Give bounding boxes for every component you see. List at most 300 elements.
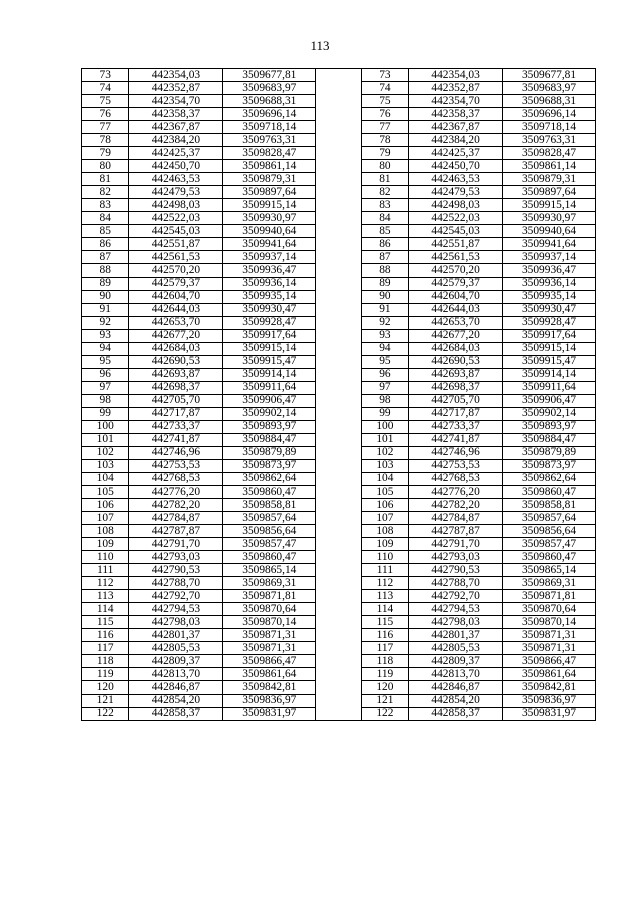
- left-point-number-cell: 112: [82, 577, 129, 590]
- left-x-coordinate-cell: 442352,87: [129, 82, 223, 95]
- right-point-number-cell: 76: [361, 108, 408, 121]
- table-row: [82, 551, 596, 564]
- column-gap: [316, 629, 361, 642]
- right-point-number-cell: 109: [361, 538, 408, 551]
- right-point-number-cell: 74: [361, 82, 408, 95]
- left-y-coordinate-cell: 3509828,47: [223, 147, 316, 160]
- left-point-number-cell: 106: [82, 499, 129, 512]
- column-gap: [316, 564, 361, 577]
- table-row: [82, 616, 596, 629]
- table-row: [82, 538, 596, 551]
- column-gap: [316, 394, 361, 407]
- left-y-coordinate-cell: 3509860,47: [223, 486, 316, 499]
- right-x-coordinate-cell: 442705,70: [409, 394, 503, 407]
- table-row: [82, 629, 596, 642]
- left-y-coordinate-cell: 3509940,64: [223, 225, 316, 238]
- right-y-coordinate-cell: 3509930,47: [503, 303, 596, 316]
- table-row: [82, 277, 596, 290]
- right-y-coordinate-cell: 3509857,64: [503, 512, 596, 525]
- left-point-number-cell: 77: [82, 121, 129, 134]
- right-point-number-cell: 107: [361, 512, 408, 525]
- left-x-coordinate-cell: 442809,37: [129, 655, 223, 668]
- right-x-coordinate-cell: 442813,70: [409, 668, 503, 681]
- left-point-number-cell: 82: [82, 186, 129, 199]
- table-row: [82, 446, 596, 459]
- column-gap: [316, 277, 361, 290]
- left-point-number-cell: 113: [82, 590, 129, 603]
- column-gap: [316, 603, 361, 616]
- right-x-coordinate-cell: 442693,87: [409, 368, 503, 381]
- right-point-number-cell: 85: [361, 225, 408, 238]
- column-gap: [316, 121, 361, 134]
- column-gap: [316, 381, 361, 394]
- left-point-number-cell: 117: [82, 642, 129, 655]
- left-y-coordinate-cell: 3509871,31: [223, 629, 316, 642]
- column-gap: [316, 642, 361, 655]
- left-x-coordinate-cell: 442604,70: [129, 290, 223, 303]
- right-y-coordinate-cell: 3509928,47: [503, 316, 596, 329]
- left-x-coordinate-cell: 442717,87: [129, 407, 223, 420]
- right-y-coordinate-cell: 3509860,47: [503, 486, 596, 499]
- left-y-coordinate-cell: 3509879,89: [223, 446, 316, 459]
- right-y-coordinate-cell: 3509828,47: [503, 147, 596, 160]
- right-y-coordinate-cell: 3509871,31: [503, 642, 596, 655]
- right-point-number-cell: 86: [361, 238, 408, 251]
- right-point-number-cell: 94: [361, 342, 408, 355]
- right-x-coordinate-cell: 442746,96: [409, 446, 503, 459]
- column-gap: [316, 264, 361, 277]
- right-point-number-cell: 87: [361, 251, 408, 264]
- column-gap: [316, 525, 361, 538]
- right-x-coordinate-cell: 442579,37: [409, 277, 503, 290]
- left-x-coordinate-cell: 442425,37: [129, 147, 223, 160]
- left-x-coordinate-cell: 442768,53: [129, 472, 223, 485]
- column-gap: [316, 303, 361, 316]
- column-gap: [316, 238, 361, 251]
- column-gap: [316, 212, 361, 225]
- right-point-number-cell: 121: [361, 694, 408, 707]
- left-y-coordinate-cell: 3509902,14: [223, 407, 316, 420]
- left-point-number-cell: 103: [82, 459, 129, 472]
- right-x-coordinate-cell: 442741,87: [409, 433, 503, 446]
- left-y-coordinate-cell: 3509871,31: [223, 642, 316, 655]
- right-y-coordinate-cell: 3509879,89: [503, 446, 596, 459]
- left-point-number-cell: 80: [82, 160, 129, 173]
- right-y-coordinate-cell: 3509902,14: [503, 407, 596, 420]
- left-point-number-cell: 100: [82, 420, 129, 433]
- column-gap: [316, 173, 361, 186]
- left-y-coordinate-cell: 3509763,31: [223, 134, 316, 147]
- table-row: [82, 590, 596, 603]
- table-row: [82, 655, 596, 668]
- left-y-coordinate-cell: 3509862,64: [223, 472, 316, 485]
- right-y-coordinate-cell: 3509873,97: [503, 459, 596, 472]
- left-y-coordinate-cell: 3509865,14: [223, 564, 316, 577]
- left-x-coordinate-cell: 442551,87: [129, 238, 223, 251]
- column-gap: [316, 499, 361, 512]
- left-point-number-cell: 108: [82, 525, 129, 538]
- right-y-coordinate-cell: 3509763,31: [503, 134, 596, 147]
- left-y-coordinate-cell: 3509914,14: [223, 368, 316, 381]
- left-x-coordinate-cell: 442677,20: [129, 329, 223, 342]
- right-y-coordinate-cell: 3509856,64: [503, 525, 596, 538]
- right-point-number-cell: 103: [361, 459, 408, 472]
- right-y-coordinate-cell: 3509917,64: [503, 329, 596, 342]
- table-row: [82, 199, 596, 212]
- right-y-coordinate-cell: 3509842,81: [503, 681, 596, 694]
- column-gap: [316, 551, 361, 564]
- left-x-coordinate-cell: 442579,37: [129, 277, 223, 290]
- left-y-coordinate-cell: 3509836,97: [223, 694, 316, 707]
- column-gap: [316, 316, 361, 329]
- table-row: [82, 264, 596, 277]
- left-x-coordinate-cell: 442522,03: [129, 212, 223, 225]
- left-point-number-cell: 76: [82, 108, 129, 121]
- right-point-number-cell: 97: [361, 381, 408, 394]
- left-x-coordinate-cell: 442753,53: [129, 459, 223, 472]
- right-point-number-cell: 105: [361, 486, 408, 499]
- table-row: [82, 290, 596, 303]
- column-gap: [316, 290, 361, 303]
- left-point-number-cell: 79: [82, 147, 129, 160]
- table-row: [82, 459, 596, 472]
- left-point-number-cell: 102: [82, 446, 129, 459]
- left-x-coordinate-cell: 442358,37: [129, 108, 223, 121]
- left-x-coordinate-cell: 442450,70: [129, 160, 223, 173]
- left-x-coordinate-cell: 442788,70: [129, 577, 223, 590]
- left-y-coordinate-cell: 3509683,97: [223, 82, 316, 95]
- right-x-coordinate-cell: 442545,03: [409, 225, 503, 238]
- table-row: [82, 707, 596, 720]
- column-gap: [316, 694, 361, 707]
- table-row: [82, 342, 596, 355]
- right-point-number-cell: 110: [361, 551, 408, 564]
- right-x-coordinate-cell: 442570,20: [409, 264, 503, 277]
- right-x-coordinate-cell: 442782,20: [409, 499, 503, 512]
- left-point-number-cell: 107: [82, 512, 129, 525]
- right-point-number-cell: 114: [361, 603, 408, 616]
- right-point-number-cell: 82: [361, 186, 408, 199]
- left-x-coordinate-cell: 442698,37: [129, 381, 223, 394]
- left-point-number-cell: 111: [82, 564, 129, 577]
- table-row: [82, 251, 596, 264]
- left-y-coordinate-cell: 3509936,47: [223, 264, 316, 277]
- table-row: [82, 577, 596, 590]
- right-x-coordinate-cell: 442354,03: [409, 69, 503, 82]
- column-gap: [316, 355, 361, 368]
- right-x-coordinate-cell: 442561,53: [409, 251, 503, 264]
- column-gap: [316, 186, 361, 199]
- left-x-coordinate-cell: 442746,96: [129, 446, 223, 459]
- left-y-coordinate-cell: 3509893,97: [223, 420, 316, 433]
- left-y-coordinate-cell: 3509861,64: [223, 668, 316, 681]
- right-x-coordinate-cell: 442551,87: [409, 238, 503, 251]
- right-y-coordinate-cell: 3509884,47: [503, 433, 596, 446]
- right-point-number-cell: 79: [361, 147, 408, 160]
- right-x-coordinate-cell: 442367,87: [409, 121, 503, 134]
- right-y-coordinate-cell: 3509897,64: [503, 186, 596, 199]
- right-y-coordinate-cell: 3509871,31: [503, 629, 596, 642]
- right-point-number-cell: 112: [361, 577, 408, 590]
- table-row: [82, 525, 596, 538]
- right-point-number-cell: 96: [361, 368, 408, 381]
- left-point-number-cell: 85: [82, 225, 129, 238]
- column-gap: [316, 134, 361, 147]
- right-y-coordinate-cell: 3509865,14: [503, 564, 596, 577]
- left-x-coordinate-cell: 442561,53: [129, 251, 223, 264]
- right-point-number-cell: 100: [361, 420, 408, 433]
- right-x-coordinate-cell: 442798,03: [409, 616, 503, 629]
- right-y-coordinate-cell: 3509936,14: [503, 277, 596, 290]
- column-gap: [316, 82, 361, 95]
- left-y-coordinate-cell: 3509870,64: [223, 603, 316, 616]
- left-point-number-cell: 116: [82, 629, 129, 642]
- right-y-coordinate-cell: 3509677,81: [503, 69, 596, 82]
- left-point-number-cell: 89: [82, 277, 129, 290]
- left-x-coordinate-cell: 442784,87: [129, 512, 223, 525]
- table-row: [82, 472, 596, 485]
- right-y-coordinate-cell: 3509831,97: [503, 707, 596, 720]
- right-y-coordinate-cell: 3509683,97: [503, 82, 596, 95]
- right-point-number-cell: 80: [361, 160, 408, 173]
- left-point-number-cell: 99: [82, 407, 129, 420]
- table-row: [82, 694, 596, 707]
- column-gap: [316, 329, 361, 342]
- right-x-coordinate-cell: 442425,37: [409, 147, 503, 160]
- right-y-coordinate-cell: 3509930,97: [503, 212, 596, 225]
- right-x-coordinate-cell: 442479,53: [409, 186, 503, 199]
- right-y-coordinate-cell: 3509870,14: [503, 616, 596, 629]
- right-x-coordinate-cell: 442358,37: [409, 108, 503, 121]
- left-y-coordinate-cell: 3509842,81: [223, 681, 316, 694]
- right-point-number-cell: 93: [361, 329, 408, 342]
- right-x-coordinate-cell: 442677,20: [409, 329, 503, 342]
- left-point-number-cell: 78: [82, 134, 129, 147]
- column-gap: [316, 486, 361, 499]
- right-point-number-cell: 104: [361, 472, 408, 485]
- right-y-coordinate-cell: 3509914,14: [503, 368, 596, 381]
- left-y-coordinate-cell: 3509857,64: [223, 512, 316, 525]
- right-x-coordinate-cell: 442787,87: [409, 525, 503, 538]
- column-gap: [316, 590, 361, 603]
- left-x-coordinate-cell: 442690,53: [129, 355, 223, 368]
- left-y-coordinate-cell: 3509718,14: [223, 121, 316, 134]
- left-x-coordinate-cell: 442846,87: [129, 681, 223, 694]
- left-x-coordinate-cell: 442790,53: [129, 564, 223, 577]
- left-point-number-cell: 119: [82, 668, 129, 681]
- right-x-coordinate-cell: 442463,53: [409, 173, 503, 186]
- right-y-coordinate-cell: 3509911,64: [503, 381, 596, 394]
- left-x-coordinate-cell: 442384,20: [129, 134, 223, 147]
- right-point-number-cell: 83: [361, 199, 408, 212]
- left-y-coordinate-cell: 3509856,64: [223, 525, 316, 538]
- right-x-coordinate-cell: 442684,03: [409, 342, 503, 355]
- left-point-number-cell: 90: [82, 290, 129, 303]
- left-x-coordinate-cell: 442479,53: [129, 186, 223, 199]
- left-y-coordinate-cell: 3509879,31: [223, 173, 316, 186]
- right-point-number-cell: 122: [361, 707, 408, 720]
- right-y-coordinate-cell: 3509866,47: [503, 655, 596, 668]
- left-x-coordinate-cell: 442792,70: [129, 590, 223, 603]
- right-point-number-cell: 95: [361, 355, 408, 368]
- table-row: [82, 499, 596, 512]
- left-point-number-cell: 120: [82, 681, 129, 694]
- left-point-number-cell: 104: [82, 472, 129, 485]
- left-point-number-cell: 84: [82, 212, 129, 225]
- left-x-coordinate-cell: 442354,03: [129, 69, 223, 82]
- left-point-number-cell: 118: [82, 655, 129, 668]
- left-y-coordinate-cell: 3509696,14: [223, 108, 316, 121]
- column-gap: [316, 251, 361, 264]
- left-point-number-cell: 91: [82, 303, 129, 316]
- right-x-coordinate-cell: 442854,20: [409, 694, 503, 707]
- right-point-number-cell: 78: [361, 134, 408, 147]
- right-x-coordinate-cell: 442776,20: [409, 486, 503, 499]
- left-x-coordinate-cell: 442693,87: [129, 368, 223, 381]
- left-point-number-cell: 101: [82, 433, 129, 446]
- table-row: [82, 212, 596, 225]
- left-x-coordinate-cell: 442644,03: [129, 303, 223, 316]
- left-point-number-cell: 97: [82, 381, 129, 394]
- left-x-coordinate-cell: 442791,70: [129, 538, 223, 551]
- left-x-coordinate-cell: 442498,03: [129, 199, 223, 212]
- page-number: 113: [310, 38, 330, 53]
- left-y-coordinate-cell: 3509935,14: [223, 290, 316, 303]
- right-y-coordinate-cell: 3509869,31: [503, 577, 596, 590]
- left-x-coordinate-cell: 442545,03: [129, 225, 223, 238]
- right-y-coordinate-cell: 3509861,64: [503, 668, 596, 681]
- left-y-coordinate-cell: 3509917,64: [223, 329, 316, 342]
- left-y-coordinate-cell: 3509858,81: [223, 499, 316, 512]
- right-x-coordinate-cell: 442653,70: [409, 316, 503, 329]
- right-x-coordinate-cell: 442498,03: [409, 199, 503, 212]
- right-point-number-cell: 92: [361, 316, 408, 329]
- left-point-number-cell: 110: [82, 551, 129, 564]
- left-y-coordinate-cell: 3509915,14: [223, 199, 316, 212]
- table-row: [82, 381, 596, 394]
- table-row: [82, 134, 596, 147]
- left-point-number-cell: 75: [82, 95, 129, 108]
- column-gap: [316, 655, 361, 668]
- left-point-number-cell: 98: [82, 394, 129, 407]
- right-point-number-cell: 98: [361, 394, 408, 407]
- table-row: [82, 603, 596, 616]
- left-y-coordinate-cell: 3509871,81: [223, 590, 316, 603]
- table-row: [82, 82, 596, 95]
- left-x-coordinate-cell: 442787,87: [129, 525, 223, 538]
- table-row: [82, 95, 596, 108]
- column-gap: [316, 160, 361, 173]
- column-gap: [316, 108, 361, 121]
- left-point-number-cell: 92: [82, 316, 129, 329]
- right-point-number-cell: 106: [361, 499, 408, 512]
- right-point-number-cell: 84: [361, 212, 408, 225]
- right-x-coordinate-cell: 442698,37: [409, 381, 503, 394]
- column-gap: [316, 446, 361, 459]
- right-x-coordinate-cell: 442644,03: [409, 303, 503, 316]
- right-point-number-cell: 89: [361, 277, 408, 290]
- left-y-coordinate-cell: 3509869,31: [223, 577, 316, 590]
- table-row: [82, 108, 596, 121]
- table-row: [82, 186, 596, 199]
- table-row: [82, 368, 596, 381]
- table-row: [82, 486, 596, 499]
- left-point-number-cell: 88: [82, 264, 129, 277]
- right-y-coordinate-cell: 3509915,14: [503, 342, 596, 355]
- right-point-number-cell: 101: [361, 433, 408, 446]
- left-y-coordinate-cell: 3509937,14: [223, 251, 316, 264]
- left-point-number-cell: 83: [82, 199, 129, 212]
- left-x-coordinate-cell: 442733,37: [129, 420, 223, 433]
- left-x-coordinate-cell: 442793,03: [129, 551, 223, 564]
- right-x-coordinate-cell: 442768,53: [409, 472, 503, 485]
- table-row: [82, 329, 596, 342]
- coordinates-table-body: [82, 69, 596, 721]
- table-row: [82, 681, 596, 694]
- column-gap: [316, 199, 361, 212]
- column-gap: [316, 433, 361, 446]
- column-gap: [316, 616, 361, 629]
- table-row: [82, 225, 596, 238]
- table-row: [82, 668, 596, 681]
- left-x-coordinate-cell: 442776,20: [129, 486, 223, 499]
- column-gap: [316, 668, 361, 681]
- right-point-number-cell: 75: [361, 95, 408, 108]
- right-x-coordinate-cell: 442354,70: [409, 95, 503, 108]
- left-y-coordinate-cell: 3509930,47: [223, 303, 316, 316]
- right-point-number-cell: 73: [361, 69, 408, 82]
- left-y-coordinate-cell: 3509911,64: [223, 381, 316, 394]
- right-point-number-cell: 88: [361, 264, 408, 277]
- left-y-coordinate-cell: 3509930,97: [223, 212, 316, 225]
- left-y-coordinate-cell: 3509928,47: [223, 316, 316, 329]
- table-row: [82, 69, 596, 82]
- left-point-number-cell: 86: [82, 238, 129, 251]
- left-point-number-cell: 73: [82, 69, 129, 82]
- table-row: [82, 407, 596, 420]
- left-x-coordinate-cell: 442684,03: [129, 342, 223, 355]
- right-x-coordinate-cell: 442690,53: [409, 355, 503, 368]
- column-gap: [316, 342, 361, 355]
- column-gap: [316, 681, 361, 694]
- left-y-coordinate-cell: 3509866,47: [223, 655, 316, 668]
- left-y-coordinate-cell: 3509897,64: [223, 186, 316, 199]
- right-point-number-cell: 119: [361, 668, 408, 681]
- left-x-coordinate-cell: 442782,20: [129, 499, 223, 512]
- table-row: [82, 147, 596, 160]
- left-point-number-cell: 95: [82, 355, 129, 368]
- left-point-number-cell: 121: [82, 694, 129, 707]
- table-row: [82, 420, 596, 433]
- right-y-coordinate-cell: 3509860,47: [503, 551, 596, 564]
- column-gap: [316, 95, 361, 108]
- right-y-coordinate-cell: 3509879,31: [503, 173, 596, 186]
- left-point-number-cell: 105: [82, 486, 129, 499]
- table-row: [82, 642, 596, 655]
- left-point-number-cell: 81: [82, 173, 129, 186]
- right-x-coordinate-cell: 442846,87: [409, 681, 503, 694]
- table-row: [82, 303, 596, 316]
- column-gap: [316, 147, 361, 160]
- right-y-coordinate-cell: 3509870,64: [503, 603, 596, 616]
- left-y-coordinate-cell: 3509860,47: [223, 551, 316, 564]
- right-y-coordinate-cell: 3509941,64: [503, 238, 596, 251]
- right-point-number-cell: 115: [361, 616, 408, 629]
- left-y-coordinate-cell: 3509941,64: [223, 238, 316, 251]
- right-point-number-cell: 102: [361, 446, 408, 459]
- right-x-coordinate-cell: 442352,87: [409, 82, 503, 95]
- left-x-coordinate-cell: 442813,70: [129, 668, 223, 681]
